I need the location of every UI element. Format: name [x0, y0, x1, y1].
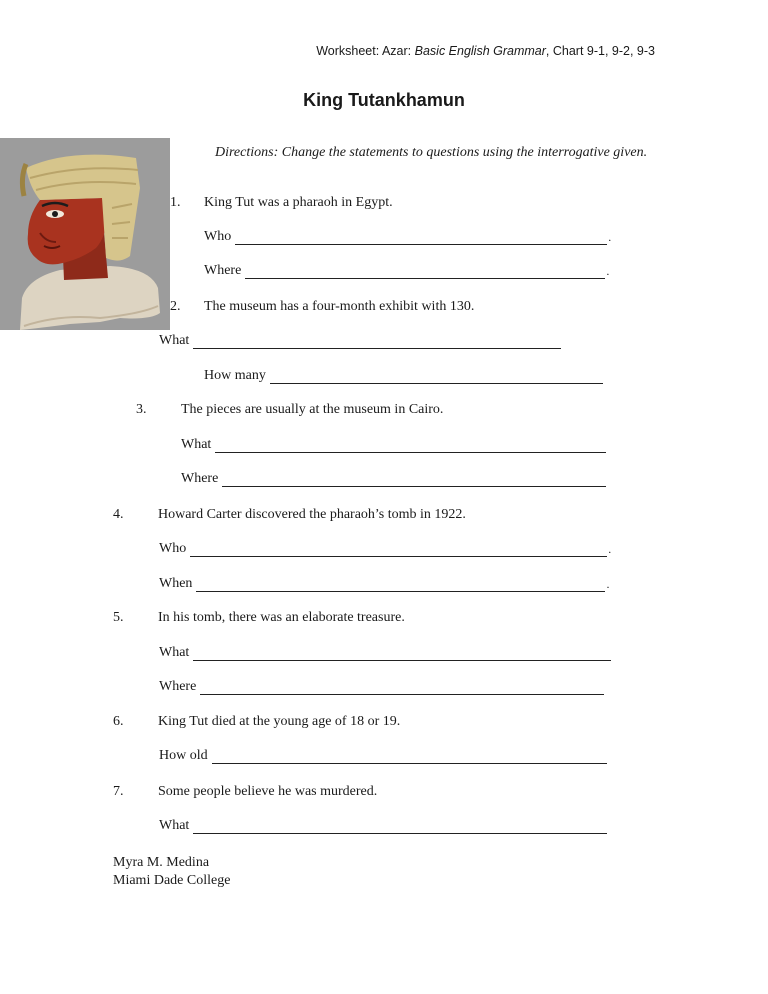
directions-text: Directions: Change the statements to questions using the interrogative given.: [215, 145, 648, 160]
item-number: 1.: [170, 195, 181, 210]
answer-field[interactable]: [159, 818, 607, 834]
answer-field[interactable]: [204, 368, 603, 384]
answer-field[interactable]: [181, 471, 606, 487]
author-name: Myra M. Medina: [113, 855, 210, 870]
item-statement: Howard Carter discovered the pharaoh’s tomb in 1922.: [158, 507, 466, 522]
list-item: [136, 402, 444, 418]
item-number: 7.: [113, 784, 124, 799]
answer-field[interactable]: Who .: [159, 541, 612, 556]
answer-line[interactable]: [215, 439, 606, 453]
list-item: [170, 195, 393, 211]
item-statement: The pieces are usually at the museum in Cairo.: [181, 402, 444, 417]
list-item: [113, 714, 401, 730]
item-statement: The museum has a four-month exhibit with 130.: [204, 299, 475, 314]
answer-field[interactable]: [159, 748, 607, 764]
answer-prompt: What: [159, 645, 190, 660]
list-item: [113, 507, 466, 523]
answer-prompt: Where: [181, 471, 219, 486]
pharaoh-bust-icon: [0, 138, 170, 330]
worksheet-header: [0, 44, 655, 58]
answer-field[interactable]: [159, 645, 611, 661]
header-suffix: , Chart 9-1, 9-2, 9-3: [545, 44, 655, 58]
answer-prompt: Where: [159, 679, 197, 694]
answer-line[interactable]: [235, 231, 607, 245]
answer-line[interactable]: [190, 543, 607, 557]
answer-line[interactable]: [270, 370, 603, 384]
answer-field[interactable]: [159, 333, 561, 349]
author-block: [113, 854, 230, 890]
answer-prompt: Who: [204, 229, 232, 244]
answer-prompt: What: [159, 818, 190, 833]
answer-line[interactable]: [196, 578, 605, 592]
item-number: 4.: [113, 507, 124, 522]
item-number: 2.: [170, 299, 181, 314]
item-number: 5.: [113, 610, 124, 625]
answer-field[interactable]: [181, 437, 606, 453]
answer-line[interactable]: [245, 265, 605, 279]
item-statement: King Tut died at the young age of 18 or 19.: [158, 714, 401, 729]
item-statement: Some people believe he was murdered.: [158, 784, 378, 799]
item-number: 3.: [136, 402, 147, 417]
answer-prompt: What: [159, 333, 190, 348]
item-number: 6.: [113, 714, 124, 729]
header-book-title: Basic English Grammar: [414, 44, 546, 58]
item-statement: King Tut was a pharaoh in Egypt.: [204, 195, 393, 210]
answer-prompt: How old: [159, 748, 208, 763]
answer-line[interactable]: [212, 750, 607, 764]
answer-line[interactable]: [222, 473, 606, 487]
answer-line[interactable]: [193, 647, 611, 661]
answer-line[interactable]: [193, 335, 561, 349]
answer-prompt: How many: [204, 368, 266, 383]
answer-field[interactable]: Who .: [204, 229, 612, 244]
answer-prompt: When: [159, 576, 193, 591]
item-statement: In his tomb, there was an elaborate treasure.: [158, 610, 405, 625]
list-item: [170, 299, 475, 315]
list-item: [113, 610, 405, 626]
answer-field[interactable]: When .: [159, 576, 610, 591]
list-item: [113, 784, 378, 800]
answer-prompt: What: [181, 437, 212, 452]
answer-prompt: Where: [204, 263, 242, 278]
answer-field[interactable]: Where .: [204, 263, 610, 278]
author-institution: Miami Dade College: [113, 873, 231, 888]
header-prefix: Worksheet: Azar:: [316, 44, 415, 58]
answer-prompt: Who: [159, 541, 187, 556]
answer-field[interactable]: [159, 679, 604, 695]
answer-line[interactable]: [193, 820, 607, 834]
page-title: King Tutankhamun: [303, 90, 465, 110]
answer-line[interactable]: [200, 681, 604, 695]
